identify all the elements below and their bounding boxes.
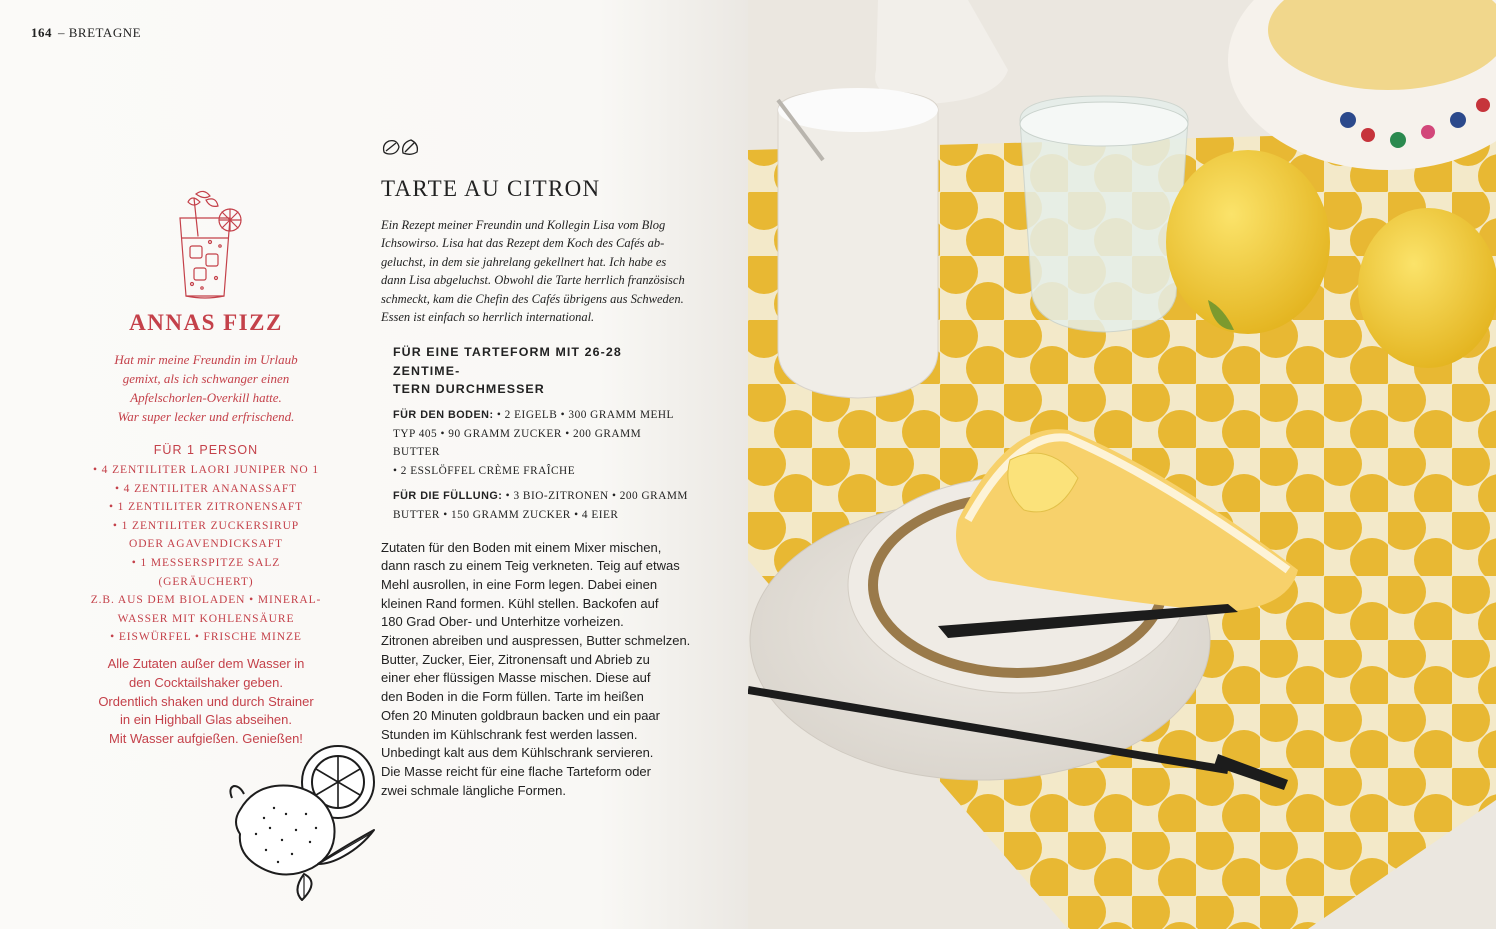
base-label: FÜR DEN BODEN: — [393, 408, 494, 421]
method-line: dann rasch zu einem Teig verkneten. Teig auf etwas — [381, 558, 680, 574]
method-line: Mit Wasser aufgießen. Genießen! — [109, 731, 303, 747]
section-title: – BRETAGNE — [58, 25, 142, 40]
ingredient-line: • 1 ZENTILITER ZUCKERSIRUP — [112, 519, 300, 532]
recipe-title: TARTE AU CITRON — [381, 176, 601, 201]
ingredient-line: FÜR DEN BODEN: • 2 EIGELB • 300 GRAMM MEHL — [393, 408, 674, 421]
ingredient-line: TYP 405 • 90 GRAMM ZUCKER • 200 GRAMM BUTTER — [393, 427, 642, 459]
pan-size-line: TERN DURCHMESSER — [393, 382, 545, 397]
tarte-photo — [748, 0, 1496, 929]
base-ingredients — [393, 406, 691, 480]
ingredient-line: BUTTER • 150 GRAMM ZUCKER • 4 EIER — [393, 508, 619, 521]
method-line: in ein Highball Glas abseihen. — [120, 712, 292, 728]
ingredient-line: • 2 ESSLÖFFEL CRÈME FRAÎCHE — [393, 464, 576, 477]
pan-size-heading — [393, 343, 691, 399]
method-line: 180 Grad Ober- und Unterhitze vorheizen. — [381, 614, 624, 630]
filling-ingredients — [393, 487, 691, 524]
page-number: 164 — [31, 25, 52, 40]
pan-size-line: FÜR EINE TARTEFORM MIT 26-28 ZENTIME- — [393, 345, 622, 378]
lemon-leaf-icon — [381, 138, 423, 156]
method-line: Unbedingt kalt aus dem Kühlschrank servieren. — [381, 745, 654, 761]
drink-ingredients — [88, 461, 324, 647]
intro-line: Hat mir meine Freundin im Urlaub — [114, 352, 298, 367]
ingredient-line: • 4 ZENTILITER LAORI JUNIPER NO 1 — [92, 464, 319, 476]
method-line: zwei schmale längliche Formen. — [381, 782, 566, 798]
method-line: kleinen Rand formen. Kühl stellen. Backofen auf — [381, 595, 659, 611]
ingredient-line: • 1 ZENTILITER ZITRONENSAFT — [108, 501, 304, 514]
intro-line: schmeckt, kam die Chefin des Cafés übrigens aus Schweden. — [381, 291, 684, 306]
intro-line: gemixt, als ich schwanger einen — [122, 371, 290, 386]
method-line: Zitronen abreiben und auspressen, Butter schmelzen. — [381, 633, 691, 649]
method-line: einer eher flüssigen Masse mischen. Diese auf — [381, 670, 651, 686]
ingredient-line: • 1 MESSERSPITZE SALZ (GERÄUCHERT) — [131, 556, 281, 588]
method-line: Butter, Zucker, Eier, Zitronensaft und Abrieb zu — [381, 651, 650, 667]
method-line: Alle Zutaten außer dem Wasser in — [107, 655, 305, 671]
drink-title: ANNAS FIZZ — [129, 310, 283, 335]
ingredient-line: ODER AGAVENDICKSAFT — [129, 538, 283, 551]
ingredient-line: • EISWÜRFEL • FRISCHE MINZE — [110, 631, 302, 644]
method-line: Zutaten für den Boden mit einem Mixer mischen, — [381, 539, 662, 555]
intro-line: War super lecker und erfrischend. — [117, 409, 295, 424]
tarte-photo-illustration — [748, 0, 1496, 929]
method-line: den Cocktailshaker geben. — [129, 674, 283, 690]
method-line: Die Masse reicht für eine flache Tarteform oder — [381, 763, 651, 779]
method-line: Mehl ausrollen, in eine Form legen. Dabei einen — [381, 576, 658, 592]
method-line: Ordentlich shaken und durch Strainer — [98, 693, 314, 709]
ingredient-line: • 4 ZENTILITER ANANASSAFT — [114, 482, 298, 495]
ingredient-line: WASSER MIT KOHLENSÄURE — [117, 612, 295, 625]
method-line: Ofen 20 Minuten goldbraun backen und ein paar — [381, 707, 660, 723]
cocktail-glass-illustration — [166, 188, 246, 306]
drink-serves: FÜR 1 PERSON — [153, 443, 259, 457]
intro-line: Ein Rezept meiner Freundin und Kollegin Lisa vom Blog — [381, 218, 666, 232]
method-line: den Boden in die Form füllen. Tarte im heißen — [381, 689, 644, 705]
drink-method — [88, 655, 324, 749]
running-head — [31, 25, 141, 41]
intro-line: dann Lisa abgeluchst. Obwohl die Tarte herrlich französisch — [381, 273, 685, 288]
recipe-intro — [381, 216, 691, 326]
ingredient-line: Z.B. AUS DEM BIOLADEN • MINERAL- — [90, 594, 322, 607]
recipe — [381, 138, 691, 800]
recipe-method — [381, 539, 691, 801]
ingredient-line: FÜR DIE FÜLLUNG: • 3 BIO-ZITRONEN • 200 GRAMM — [393, 490, 688, 503]
cocktail-sidebar — [88, 188, 324, 749]
intro-line: Ichsowirso. Lisa hat das Rezept dem Koch des Cafés ab- — [381, 236, 665, 251]
intro-line: Essen ist einfach so herrlich international. — [381, 310, 595, 325]
intro-line: geluchst, in dem sie jahrelang gekellnert hat. Ich habe es — [381, 254, 667, 269]
method-line: Stunden im Kühlschrank fest werden lassen. — [381, 726, 638, 742]
drink-intro — [88, 350, 324, 426]
lemons-illustration — [226, 742, 386, 902]
intro-line: Apfelschorlen-Overkill hatte. — [130, 390, 282, 405]
filling-label: FÜR DIE FÜLLUNG: — [393, 490, 503, 503]
